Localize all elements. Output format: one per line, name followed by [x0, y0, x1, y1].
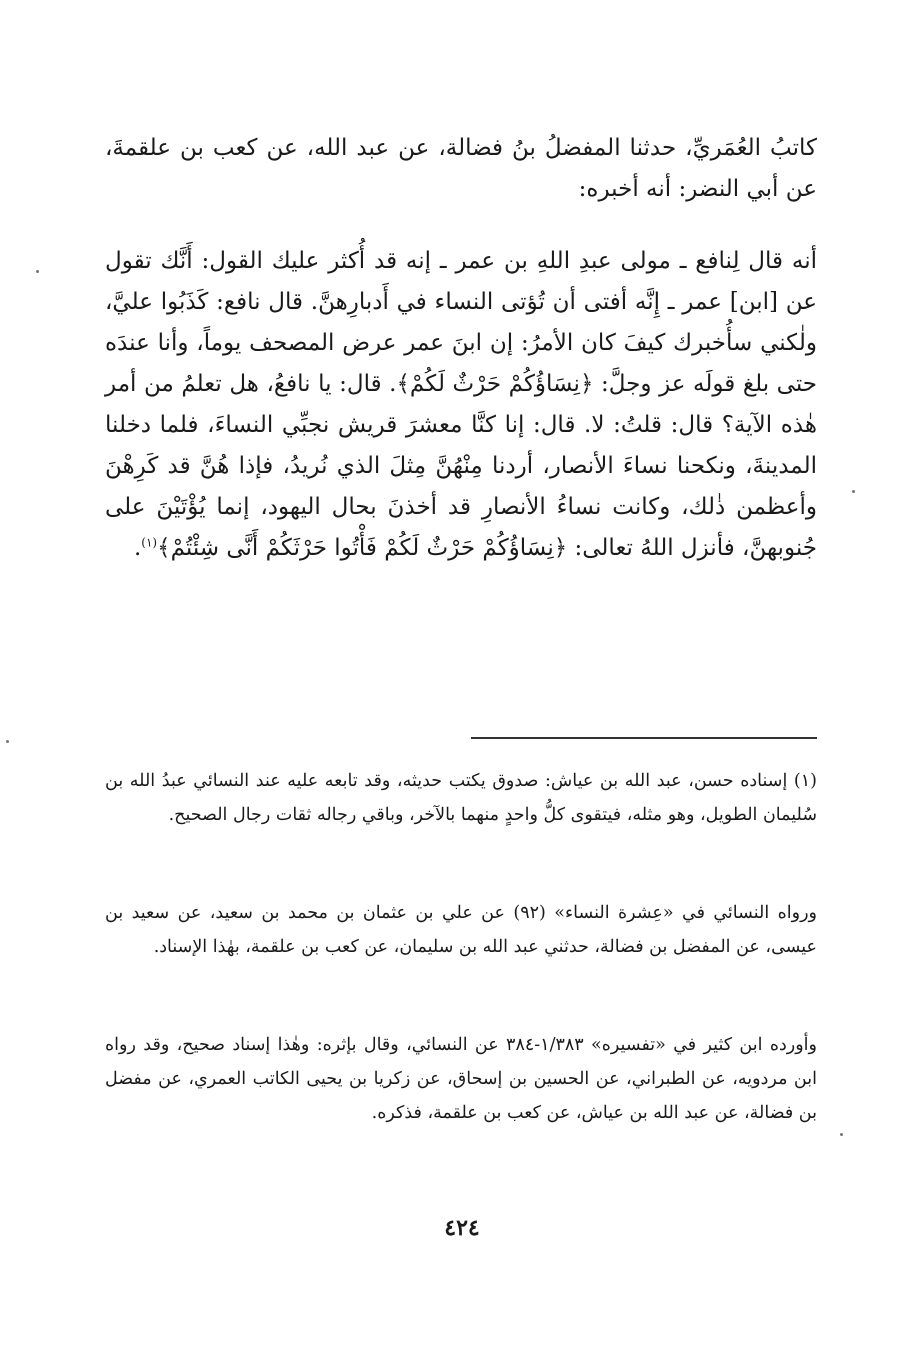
scan-speck — [36, 270, 39, 273]
footnote-separator — [471, 737, 817, 739]
main-paragraph-1: كاتبُ العُمَريِّ، حدثنا المفضلُ بنُ فضالة، عن عبد الله، عن كعب بن علقمةَ، عن أبي النضر: أنه أخبره: — [105, 135, 817, 202]
scan-speck — [852, 490, 855, 493]
footnote-2: ورواه النسائي في «عِشرة النساء» (٩٢) عن علي بن عثمان بن محمد بن سعيد، عن سعيد بن عيسى، عن المفضل بن فضالة، حدثني عبد الله بن سليمان، عن كعب بن علقمة، بهٰذا الإسناد. — [105, 903, 817, 957]
page-number: ٤٢٤ — [444, 1215, 480, 1241]
footnote-3: وأورده ابن كثير في «تفسيره» ١/٣٨٣-٣٨٤ عن النسائي، وقال بإثره: وهٰذا إسناد صحيح، وقد رواه ابن مردويه، عن الطبراني، عن الحسين بن إسحاق، عن زكريا بن يحيى الكاتب العمري، عن مفضل بن فضالة، عن عبد الله بن عياش، عن كعب بن علقمة، فذكره. — [105, 1035, 817, 1123]
scan-speck — [840, 1133, 843, 1136]
main-paragraph-2-end: . — [133, 535, 142, 561]
main-paragraph-2 — [105, 241, 817, 569]
footnote-1: (١) إسناده حسن، عبد الله بن عياش: صدوق يكتب حديثه، وقد تابعه عليه عند النسائي عبدُ الله بن سُليمان الطويل، وهو مثله، فيتقوى كلُّ واحدٍ منهما بالآخر، وباقي رجاله ثقات رجال الصحيح. — [105, 771, 817, 825]
scan-speck — [6, 740, 9, 743]
footnote-marker: (١) — [141, 535, 158, 550]
main-paragraph-2-text: أنه قال لِنافع ـ مولى عبدِ اللهِ بن عمر ـ إنه قد أُكثر عليك القول: أَنَّك تقول عن [ابن] عمر ـ إِنَّه أفتى أن تُؤتى النساء في أَدبارِهنَّ. قال نافع: كَذَبُوا عليَّ، ولٰكني سأُخبرك كيفَ كان الأمرُ: إن ابنَ عمر عرض المصحف يوماً، وأنا عندَه حتى بلغ قولَه عز وجلَّ: ﴿نِسَاؤُكُمْ حَرْثٌ لَكُمْ﴾. قال: يا نافعُ، هل تعلمُ من أمر هٰذه الآية؟ قال: قلتُ: لا. قال: إنا كنَّا معشرَ قريش نجبِّي النساءَ، فلما دخلنا المدينةَ، ونكحنا نساءَ الأنصار، أردنا مِنْهُنَّ مِثلَ الذي نُريدُ، فإذا هُنَّ قد كَرِهْنَ وأعظمن ذٰلك، وكانت نساءُ الأنصارِ قد أخذنَ بحال اليهود، إنما يُؤْتَيْنَ على جُنوبهنَّ، فأنزل اللهُ تعالى: ﴿نِسَاؤُكُمْ حَرْثٌ لَكُمْ فَأْتُوا حَرْثَكُمْ أَنَّى شِئْتُمْ﴾ — [105, 248, 817, 561]
